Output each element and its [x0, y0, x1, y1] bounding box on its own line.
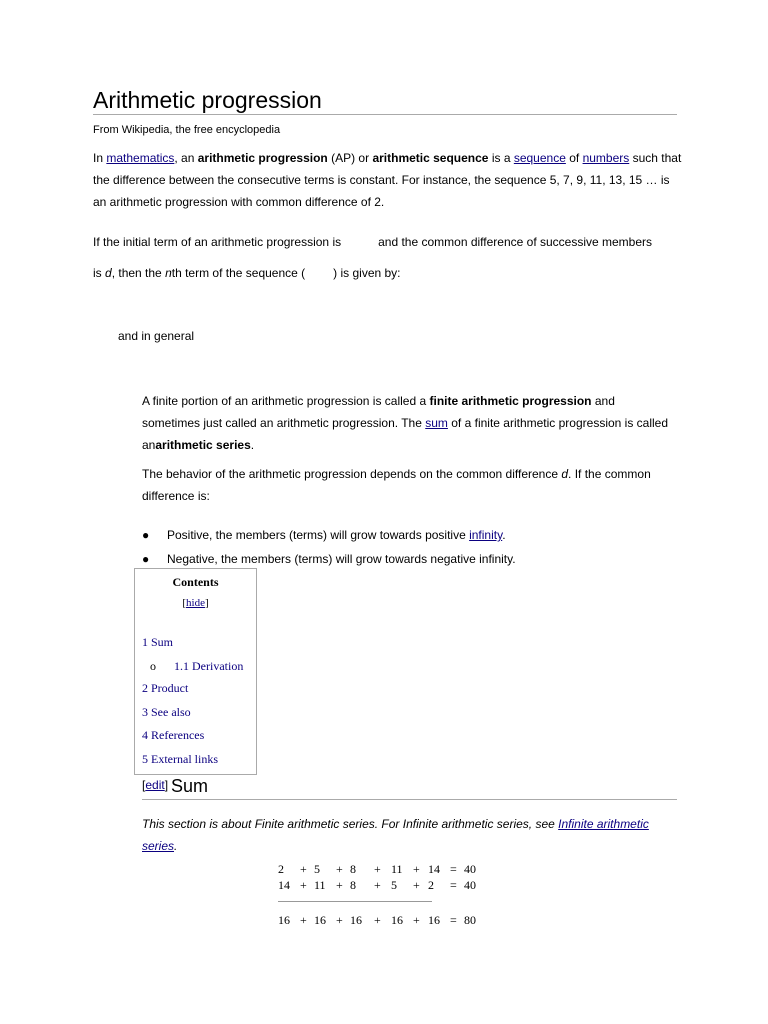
title-divider [93, 114, 677, 115]
hatnote: This section is about Finite arithmetic series. For Infinite arithmetic series, see Infinite arithmetic series. [142, 817, 649, 853]
list-item-negative: ● Negative, the members (terms) will grow towards negative infinity. [142, 548, 516, 570]
sum-cell: + [413, 862, 420, 876]
sum-divider [278, 901, 432, 902]
sum-cell: + [300, 913, 307, 927]
sum-cell: 11 [314, 878, 326, 892]
sum-cell: 2 [278, 862, 284, 876]
sum-cell: 16 [350, 913, 362, 927]
link-sequence[interactable]: sequence [513, 151, 566, 165]
sum-cell: + [336, 862, 343, 876]
sum-cell: + [300, 878, 307, 892]
sum-cell: 2 [428, 878, 434, 892]
sum-cell: + [413, 878, 420, 892]
toc-hide-link[interactable]: hide [186, 597, 205, 609]
sum-cell: + [374, 862, 381, 876]
list-item-positive: ● Positive, the members (terms) will grow towards positive infinity. [142, 524, 506, 546]
nth-term-paragraph: is d, then the nth term of the sequence ( ) is given by: [93, 266, 401, 280]
section-divider [142, 799, 677, 800]
sum-cell: 16 [428, 913, 440, 927]
sum-cell: 5 [314, 862, 320, 876]
link-infinity[interactable]: infinity [469, 528, 503, 542]
sum-cell: = [450, 913, 457, 927]
sum-cell: 40 [464, 862, 476, 876]
initial-term-paragraph: If the initial term of an arithmetic progression is and the common difference of successive members [93, 235, 653, 249]
tagline: From Wikipedia, the free encyclopedia [93, 124, 281, 136]
sum-cell: 5 [391, 878, 397, 892]
circle-bullet-icon: o [150, 659, 156, 673]
toc-item-see-also[interactable]: 3 See also [142, 705, 191, 719]
finite-paragraph: A finite portion of an arithmetic progression is called a finite arithmetic progression and sometimes just called an arithmetic progression. The sum of a finite arithmetic progression is called anarithmetic series. [142, 394, 669, 452]
toc-title: Contents [172, 575, 219, 589]
sum-cell: 14 [278, 878, 290, 892]
sum-cell: 8 [350, 862, 356, 876]
sum-cell: 16 [278, 913, 290, 927]
toc-item-external-links[interactable]: 5 External links [142, 752, 218, 766]
section-edit: [edit] [142, 778, 169, 792]
sum-cell: 80 [464, 913, 476, 927]
section-title-sum: Sum [171, 776, 209, 796]
edit-link[interactable]: edit [145, 778, 165, 792]
toc-hide-toggle: [hide] [182, 597, 209, 609]
table-of-contents [134, 568, 257, 775]
article-title: Arithmetic progression [93, 87, 322, 113]
link-sum[interactable]: sum [425, 416, 448, 430]
sum-cell: + [413, 913, 420, 927]
sum-cell: = [450, 878, 457, 892]
toc-item-product[interactable]: 2 Product [142, 681, 189, 695]
sum-cell: 16 [314, 913, 326, 927]
bullet-icon: ● [142, 552, 150, 566]
link-mathematics[interactable]: mathematics [106, 151, 175, 165]
bullet-icon: ● [142, 528, 150, 542]
sum-cell: 14 [428, 862, 440, 876]
behavior-paragraph: The behavior of the arithmetic progression depends on the common difference d. If the common difference is: [142, 467, 651, 503]
intro-paragraph: In mathematics, an arithmetic progression (AP) or arithmetic sequence is a sequence of numbers such that the difference between the consecutive terms is constant. For instance, the sequence 5, 7, 9, 11, 13, 15 … is an arithmetic progression with common difference of 2. [93, 151, 682, 209]
toc-item-derivation[interactable]: o 1.1 Derivation [150, 659, 244, 673]
sum-cell: + [374, 878, 381, 892]
general-text: and in general [118, 329, 195, 343]
link-numbers[interactable]: numbers [582, 151, 630, 165]
sum-cell: + [336, 878, 343, 892]
sum-cell: 11 [391, 862, 403, 876]
sum-cell: + [374, 913, 381, 927]
sum-cell: 8 [350, 878, 356, 892]
sum-cell: 16 [391, 913, 403, 927]
sum-cell: 40 [464, 878, 476, 892]
sum-cell: = [450, 862, 457, 876]
sum-cell: + [300, 862, 307, 876]
toc-item-references[interactable]: 4 References [142, 728, 205, 742]
link-infinite-arithmetic-series[interactable]: Infinite arithmetic series [142, 817, 649, 853]
sum-cell: + [336, 913, 343, 927]
toc-item-sum[interactable]: 1 Sum [142, 635, 174, 649]
